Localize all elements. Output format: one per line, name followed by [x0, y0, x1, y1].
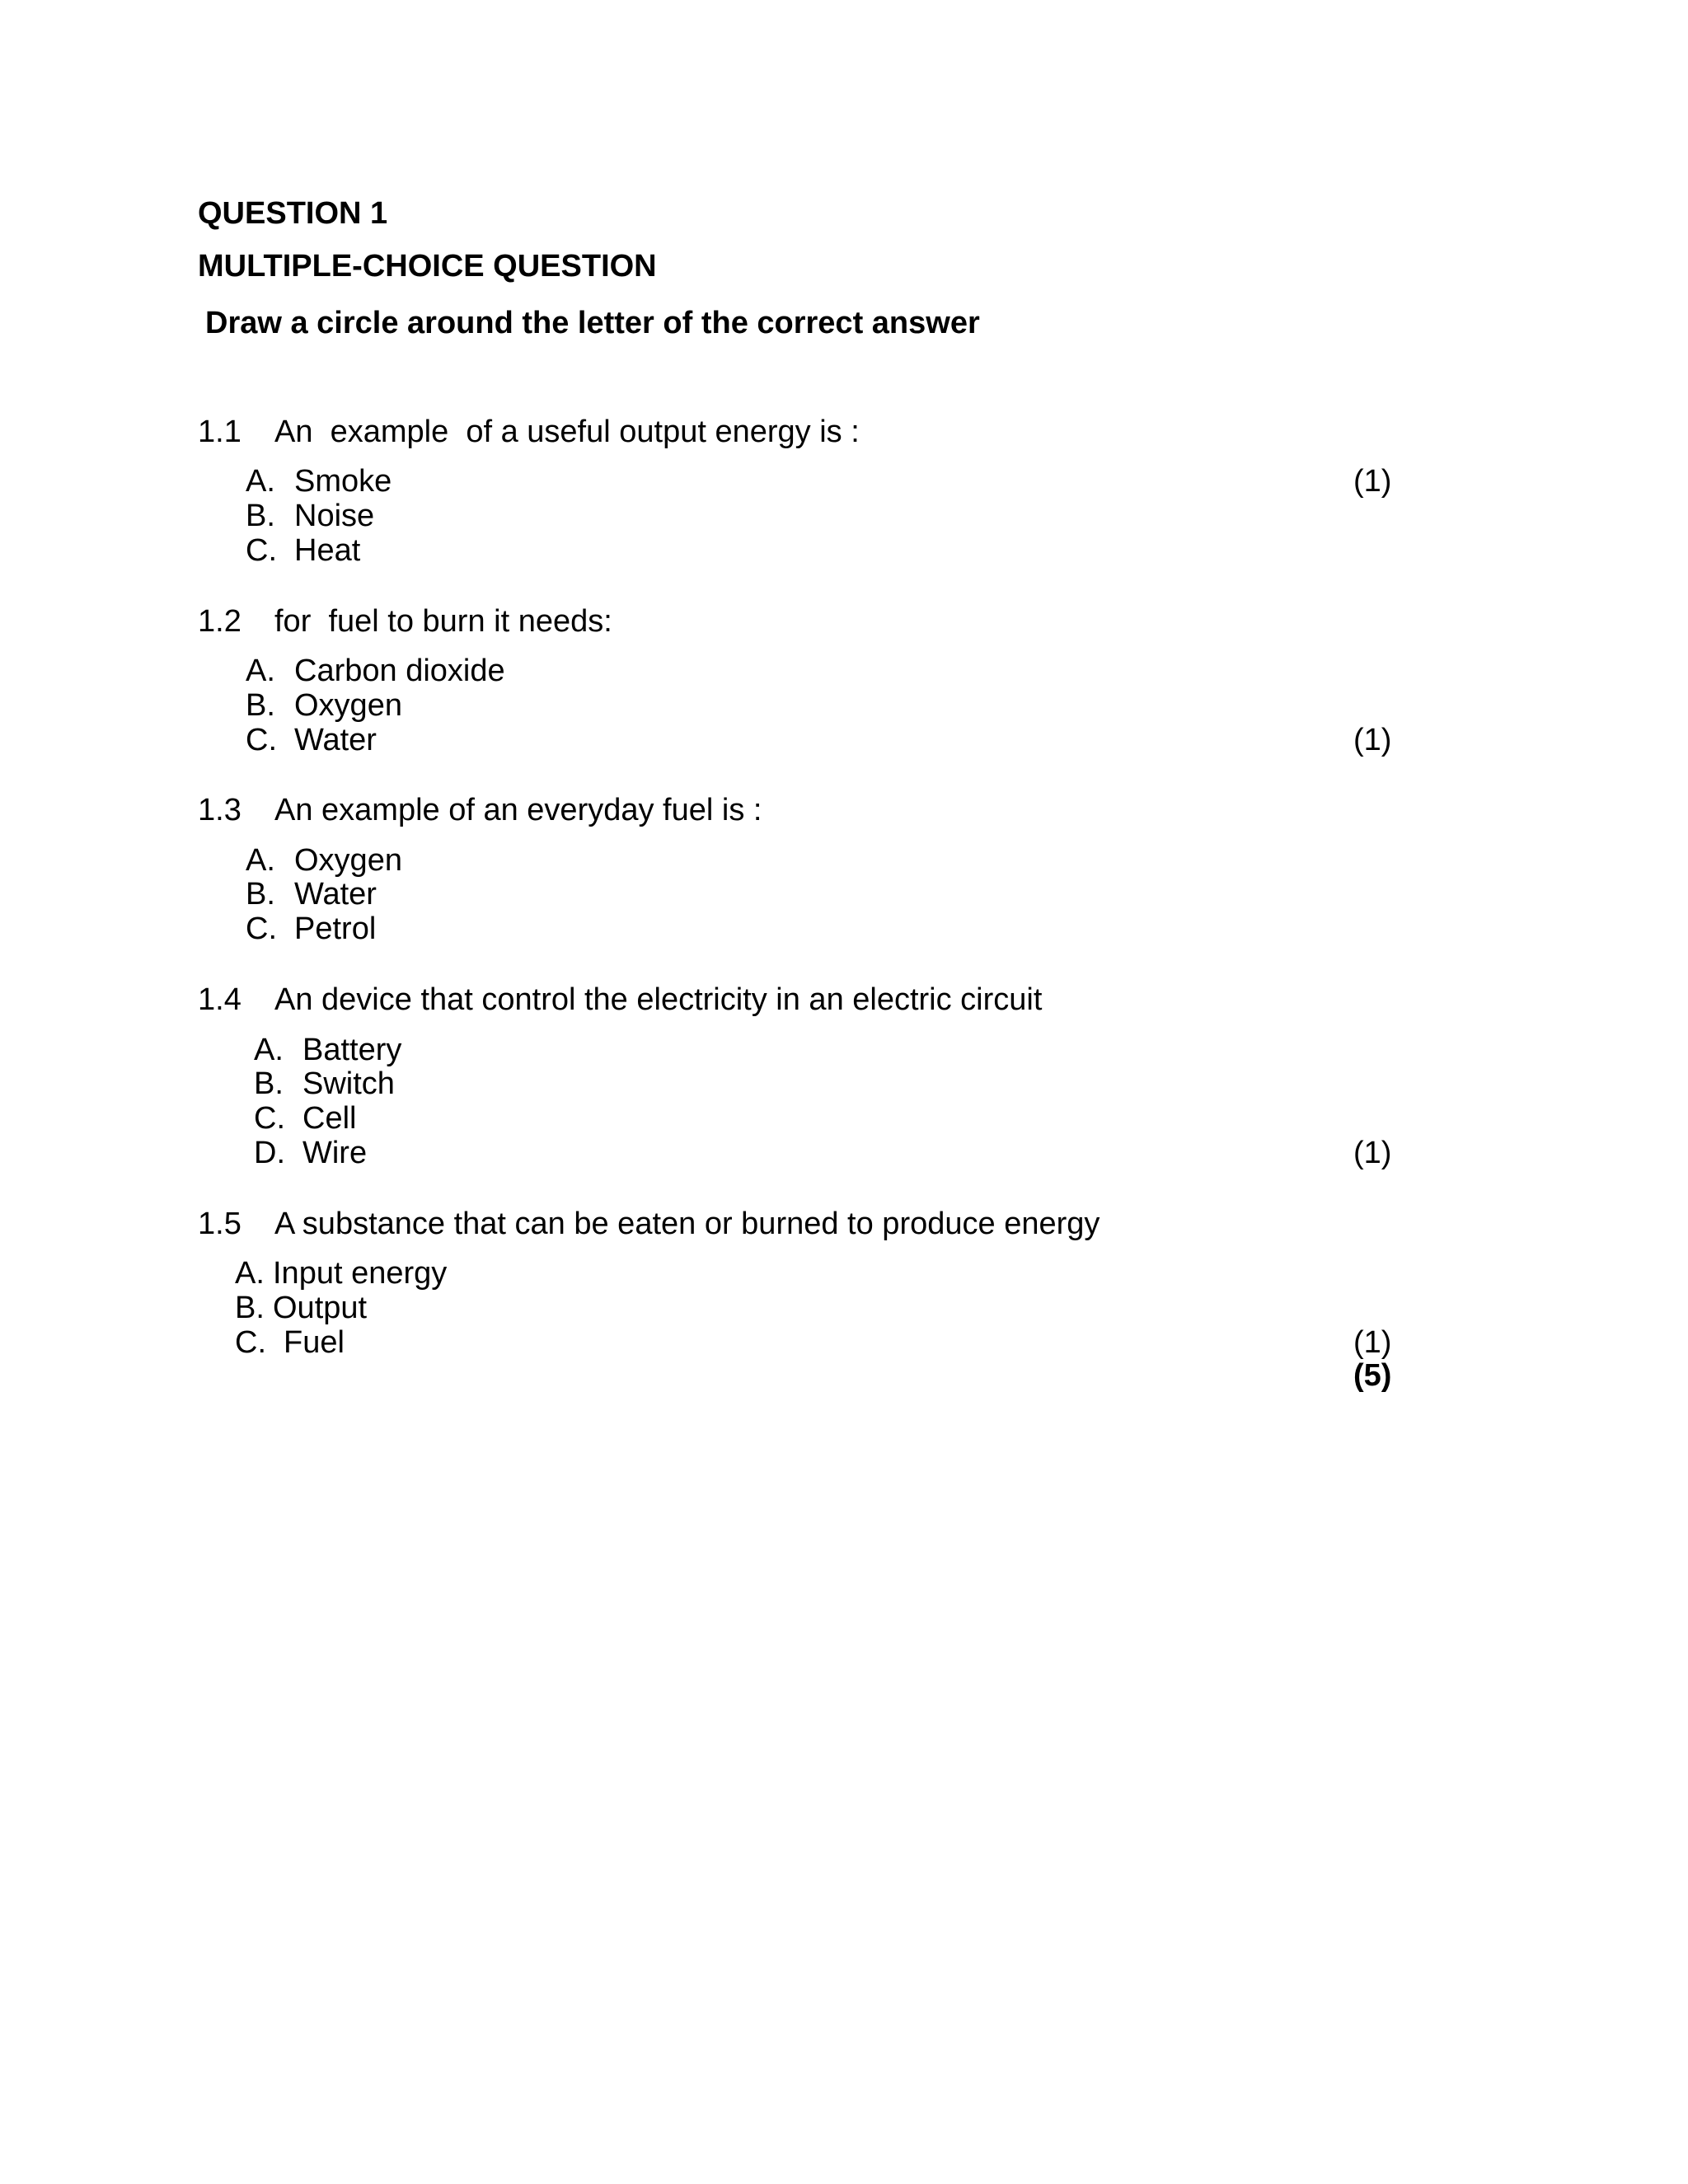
option-letter[interactable]: D.	[254, 1136, 285, 1170]
option-letter[interactable]: B.	[246, 688, 275, 723]
mark-allocation: (1)	[1353, 1136, 1392, 1170]
option-text: Smoke	[294, 464, 392, 499]
option-text: Switch	[302, 1066, 395, 1101]
section-title: MULTIPLE-CHOICE QUESTION	[198, 249, 657, 284]
option-text: Water	[294, 723, 377, 757]
option-text: Heat	[294, 533, 361, 568]
option-letter[interactable]: B.	[246, 877, 275, 912]
option-letter[interactable]: B.	[254, 1066, 284, 1101]
option-text: Input energy	[273, 1256, 448, 1291]
option-text: Fuel	[284, 1325, 345, 1360]
option-text: Noise	[294, 499, 375, 533]
option-text: Wire	[302, 1136, 368, 1170]
option-letter[interactable]: A.	[246, 843, 275, 878]
question-number: 1.4	[198, 982, 241, 1017]
option-text: Water	[294, 877, 377, 912]
question-text: An example of an everyday fuel is :	[274, 793, 762, 827]
option-letter[interactable]: B.	[246, 499, 275, 533]
mark-allocation: (1)	[1353, 1325, 1392, 1360]
option-text: Oxygen	[294, 843, 402, 878]
option-letter[interactable]: A.	[246, 654, 275, 688]
option-letter[interactable]: C.	[246, 723, 277, 757]
mark-allocation: (1)	[1353, 464, 1392, 499]
option-text: Output	[273, 1291, 368, 1325]
question-text: for fuel to burn it needs:	[274, 604, 612, 639]
question-number: 1.5	[198, 1207, 241, 1241]
question-number: 1.1	[198, 415, 241, 449]
question-number: 1.2	[198, 604, 241, 639]
option-letter[interactable]: C.	[235, 1325, 266, 1360]
option-letter[interactable]: A.	[246, 464, 275, 499]
question-title: QUESTION 1	[198, 196, 388, 231]
question-number: 1.3	[198, 793, 241, 827]
option-text: Oxygen	[294, 688, 402, 723]
question-text: A substance that can be eaten or burned to produce energy	[274, 1207, 1100, 1241]
instruction: Draw a circle around the letter of the correct answer	[205, 306, 980, 340]
option-text: Cell	[302, 1101, 357, 1136]
option-text: Petrol	[294, 912, 377, 946]
option-letter[interactable]: A.	[235, 1256, 265, 1291]
option-letter[interactable]: A.	[254, 1033, 284, 1067]
option-text: Carbon dioxide	[294, 654, 505, 688]
option-text: Battery	[302, 1033, 402, 1067]
option-letter[interactable]: C.	[246, 533, 277, 568]
option-letter[interactable]: C.	[246, 912, 277, 946]
option-letter[interactable]: C.	[254, 1101, 285, 1136]
question-text: An device that control the electricity in an electric circuit	[274, 982, 1043, 1017]
question-text: An example of a useful output energy is :	[274, 415, 860, 449]
option-letter[interactable]: B.	[235, 1291, 265, 1325]
mark-allocation: (1)	[1353, 723, 1392, 757]
total-mark: (5)	[1353, 1358, 1392, 1393]
